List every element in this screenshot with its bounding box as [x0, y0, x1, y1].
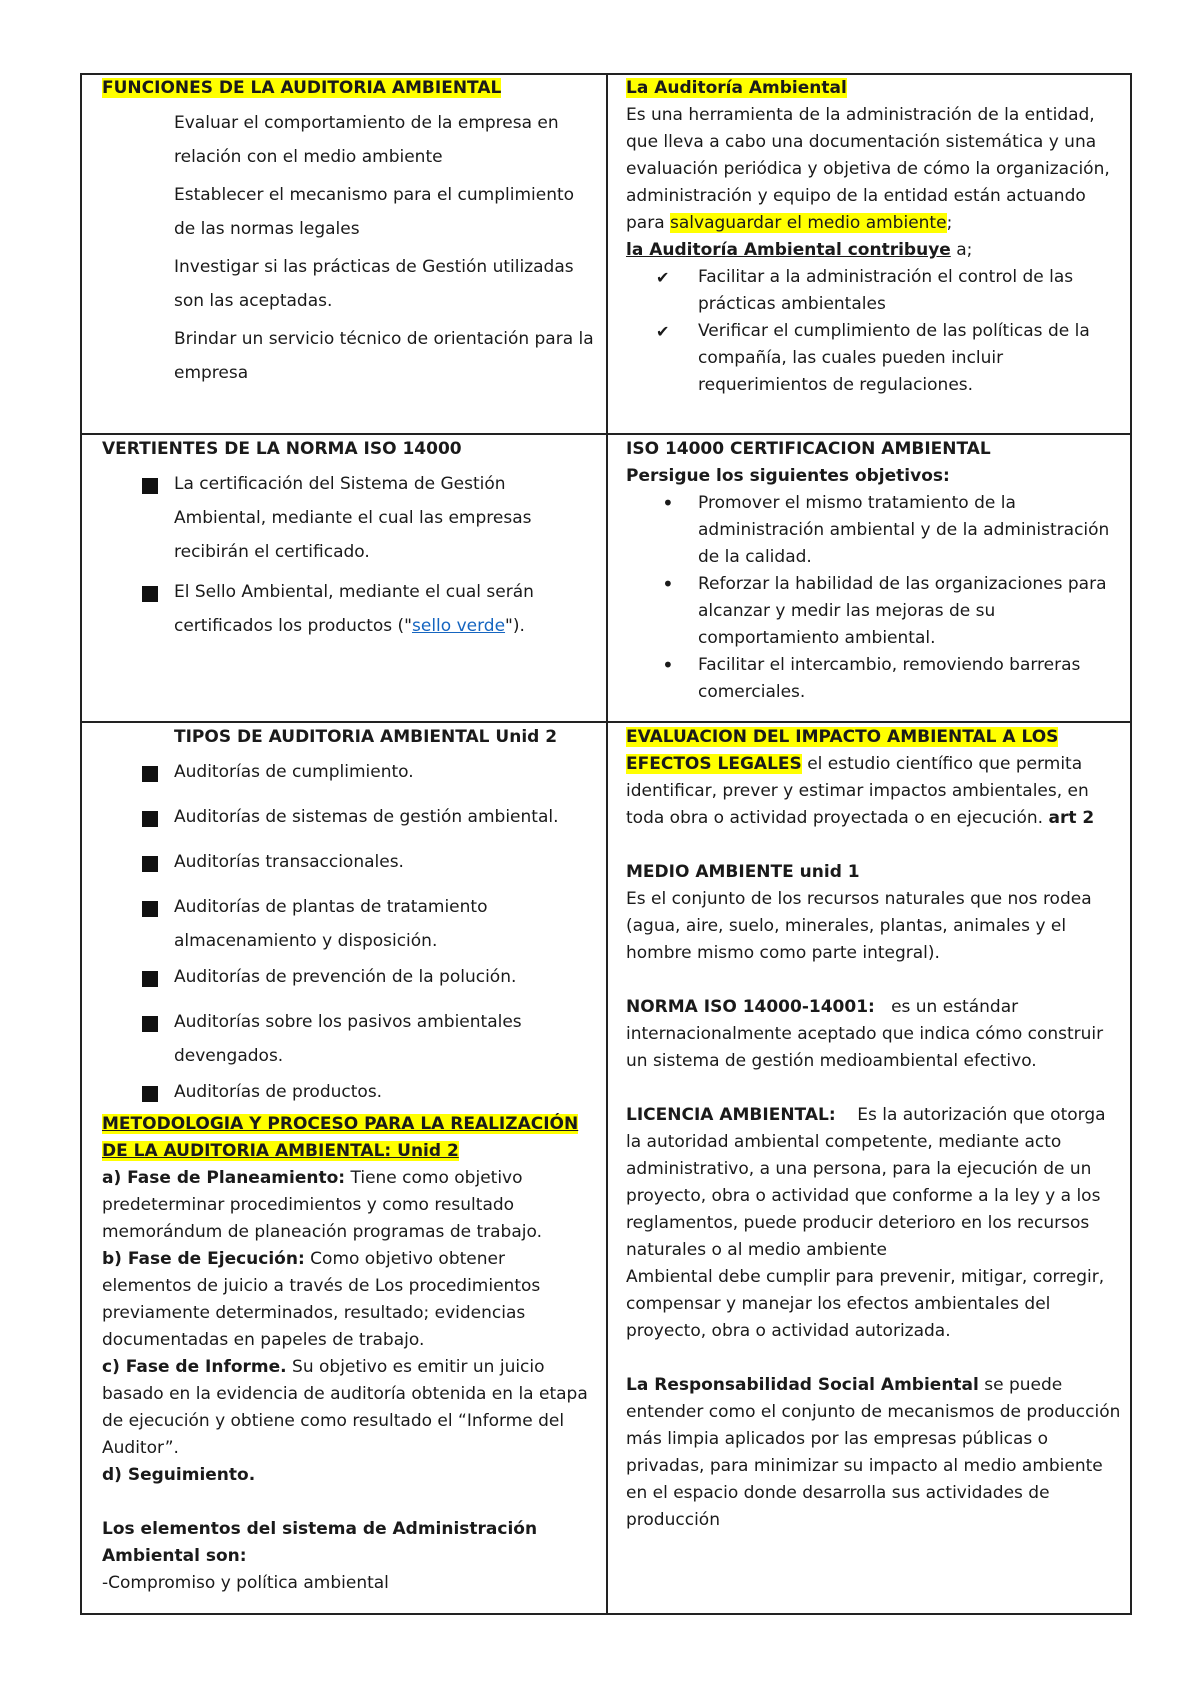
- list-item: Auditorías de cumplimiento.: [102, 755, 598, 789]
- tipos-list: [102, 755, 598, 1109]
- sello-text: El Sello Ambiental, mediante el cual serán certificados los productos (": [174, 582, 534, 636]
- eia-art: art 2: [1048, 808, 1095, 828]
- iso-title: NORMA ISO 14000-14001:: [626, 997, 875, 1017]
- list-item: Auditorías de sistemas de gestión ambiental.: [102, 800, 598, 834]
- rsa-paragraph: [626, 1372, 1126, 1534]
- list-item: • Promover el mismo tratamiento de la administración ambiental y de la administración de la calidad.: [626, 490, 1126, 571]
- phase-c: [102, 1354, 598, 1462]
- phase-b-text: Como objetivo obtener elementos de juicio a través de Los procedimientos previamente determinados, resultado; evidencias documentadas en papeles de trabajo.: [102, 1249, 541, 1350]
- table-border-bottom: [80, 1613, 1132, 1615]
- list-item: Brindar un servicio técnico de orientación para la empresa: [174, 329, 594, 383]
- row-divider-2: [80, 721, 1132, 723]
- medio-ambiente-title: MEDIO AMBIENTE unid 1: [626, 862, 860, 882]
- highlight-salvaguardar: salvaguardar el medio ambiente: [670, 213, 947, 233]
- iso-paragraph: [626, 994, 1126, 1075]
- licencia-text-2: Ambiental debe cumplir para prevenir, mitigar, corregir, compensar y manejar los efectos ambientales del proyecto, obra o actividad autorizada.: [626, 1267, 1105, 1341]
- licencia-text: Es la autorización que otorga la autoridad ambiental competente, mediante acto administrativo, a una persona, para la ejecución de un proyecto, obra o actividad que conforme a la ley y a los reglamentos, puede producir deterioro en los recursos naturales o al medio ambiente: [626, 1105, 1106, 1260]
- list-item: Auditorías transaccionales.: [102, 845, 598, 879]
- vertientes-list: [102, 467, 598, 643]
- cell-definiciones: [616, 724, 1136, 1534]
- funciones-list: [102, 106, 598, 390]
- iso-text: es un estándar internacionalmente aceptado que indica cómo construir un sistema de gestión medioambiental efectivo.: [626, 997, 1104, 1071]
- phase-a-text: Tiene como objetivo predeterminar procedimientos y como resultado memorándum de planeación programas de trabajo.: [102, 1168, 542, 1242]
- medio-ambiente-text: Es el conjunto de los recursos naturales que nos rodea (agua, aire, suelo, minerales, plantas, animales y el hombre mismo como parte integral).: [626, 889, 1092, 963]
- cell-vertientes: [92, 436, 608, 654]
- metodologia-title: [102, 1111, 598, 1165]
- eia-title: EVALUACION DEL IMPACTO AMBIENTAL A LOS EFECTOS LEGALES: [626, 727, 1059, 774]
- phase-a-label: a) Fase de Planeamiento:: [102, 1168, 346, 1188]
- licencia-title: LICENCIA AMBIENTAL:: [626, 1105, 836, 1125]
- list-item: • Reforzar la habilidad de las organizaciones para alcanzar y medir las mejoras de su comportamiento ambiental.: [626, 571, 1126, 652]
- vertientes-title: VERTIENTES DE LA NORMA ISO 14000: [102, 439, 462, 459]
- list-item: Auditorías de prevención de la polución.: [102, 960, 598, 994]
- eia-text: el estudio científico que permita identificar, prever y estimar impactos ambientales, en toda obra o actividad proyectada o en ejecución.: [626, 754, 1089, 828]
- elementos-title: Los elementos del sistema de Administración Ambiental son:: [102, 1519, 538, 1566]
- rsa-title: La Responsabilidad Social Ambiental: [626, 1375, 979, 1395]
- phase-b: [102, 1246, 598, 1354]
- licencia-paragraph: [626, 1102, 1126, 1264]
- objetivos-list: [626, 490, 1126, 706]
- phase-c-text: Su objetivo es emitir un juicio basado en la evidencia de auditoría obtenida en la etapa de ejecución y obtiene como resultado el “Informe del Auditor”.: [102, 1357, 588, 1458]
- funciones-title: FUNCIONES DE LA AUDITORIA AMBIENTAL: [102, 78, 502, 98]
- phase-b-label: b) Fase de Ejecución:: [102, 1249, 305, 1269]
- phase-a: [102, 1165, 598, 1246]
- content-table: [80, 73, 1132, 1615]
- eia-paragraph: [626, 724, 1126, 832]
- metodologia-title-text: METODOLOGIA Y PROCESO PARA LA REALIZACIÓN DE LA AUDITORIA AMBIENTAL: Unid 2: [102, 1114, 579, 1161]
- list-item: ✔ Facilitar a la administración el control de las prácticas ambientales: [626, 264, 1126, 318]
- sello-verde-link[interactable]: sello verde: [412, 616, 506, 636]
- list-item: La certificación del Sistema de Gestión Ambiental, mediante el cual las empresas recibirán el certificado.: [102, 467, 598, 569]
- contribuye-list: [626, 264, 1126, 399]
- cell-iso-certificacion: [616, 436, 1136, 706]
- semicolon: ;: [946, 213, 953, 233]
- cell-auditoria-ambiental: [616, 75, 1136, 399]
- list-item: ✔ Verificar el cumplimiento de las políticas de la compañía, las cuales pueden incluir requerimientos de regulaciones.: [626, 318, 1126, 399]
- phase-c-label: c) Fase de Informe.: [102, 1357, 287, 1377]
- sello-text-end: ").: [505, 616, 525, 636]
- iso-cert-title: ISO 14000 CERTIFICACION AMBIENTAL: [626, 439, 991, 459]
- table-border-left: [80, 73, 82, 1615]
- list-item: [102, 575, 598, 643]
- list-item: Auditorías de productos.: [102, 1075, 598, 1109]
- auditoria-definition: [626, 102, 1126, 237]
- iso-cert-subtitle: Persigue los siguientes objetivos:: [626, 466, 950, 486]
- cell-funciones: [92, 75, 608, 390]
- contribuye-line: [626, 237, 1126, 264]
- rsa-text: se puede entender como el conjunto de mecanismos de producción más limpia aplicados por las empresas públicas o privadas, para minimizar su impacto al medio ambiente en el espacio donde desarrolla sus actividades de producción: [626, 1375, 1121, 1530]
- auditoria-title: La Auditoría Ambiental: [626, 78, 847, 98]
- cell-tipos-auditoria: [92, 724, 608, 1597]
- list-item: Auditorías sobre los pasivos ambientales devengados.: [102, 1005, 598, 1073]
- auditoria-text: Es una herramienta de la administración de la entidad, que lleva a cabo una documentación sistemática y una evaluación periódica y objetiva de cómo la organización, administración y equipo de la entidad están actuando para: [626, 105, 1110, 233]
- contribuye-suffix: a;: [956, 240, 973, 260]
- list-item: Evaluar el comportamiento de la empresa en relación con el medio ambiente: [174, 113, 559, 167]
- list-item: • Facilitar el intercambio, removiendo barreras comerciales.: [626, 652, 1126, 706]
- contribuye-label: la Auditoría Ambiental contribuye: [626, 240, 951, 260]
- list-item: Establecer el mecanismo para el cumplimiento de las normas legales: [174, 185, 575, 239]
- elementos-first: -Compromiso y política ambiental: [102, 1573, 389, 1593]
- row-divider-1: [80, 433, 1132, 435]
- phase-d: d) Seguimiento.: [102, 1465, 256, 1485]
- tipos-title: TIPOS DE AUDITORIA AMBIENTAL Unid 2: [174, 727, 558, 747]
- list-item: Auditorías de plantas de tratamiento almacenamiento y disposición.: [102, 890, 598, 958]
- list-item: Investigar si las prácticas de Gestión utilizadas son las aceptadas.: [174, 257, 574, 311]
